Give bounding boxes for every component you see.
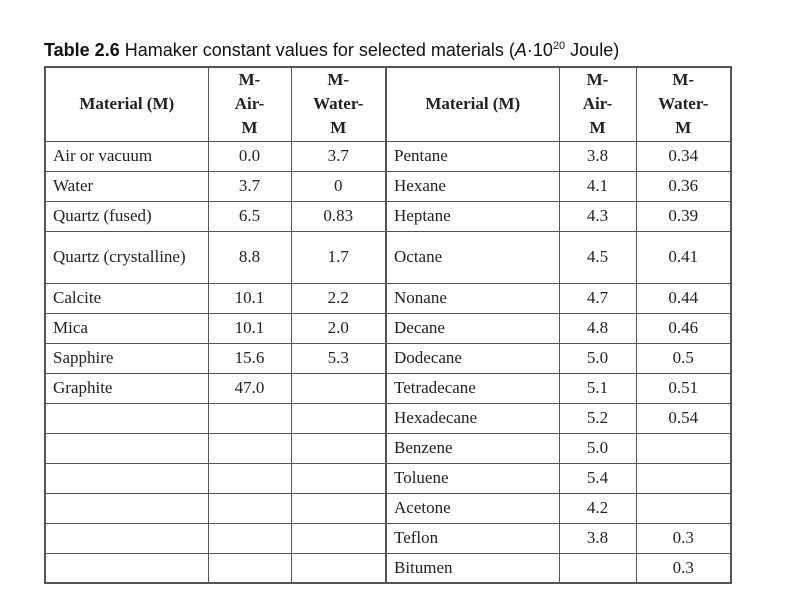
- table-row: [45, 373, 731, 403]
- value-air-right: [559, 553, 636, 583]
- value-air-right: 5.0: [559, 433, 636, 463]
- value-water-right: 0.41: [636, 231, 731, 283]
- table-row: [45, 463, 731, 493]
- value-air-left: 8.8: [208, 231, 291, 283]
- material-name-left: [45, 463, 208, 493]
- material-name-right: Hexane: [386, 171, 559, 201]
- value-air-left: 6.5: [208, 201, 291, 231]
- value-air-left: [208, 553, 291, 583]
- value-water-right: [636, 493, 731, 523]
- value-air-left: 15.6: [208, 343, 291, 373]
- material-name-right: Heptane: [386, 201, 559, 231]
- table-caption: [44, 40, 619, 61]
- value-water-left: [291, 553, 386, 583]
- value-water-right: 0.3: [636, 523, 731, 553]
- value-air-right: 3.8: [559, 141, 636, 171]
- value-water-left: [291, 523, 386, 553]
- material-name-left: [45, 403, 208, 433]
- value-water-left: 5.3: [291, 343, 386, 373]
- header-air-left: M- Air- M: [208, 67, 291, 141]
- value-water-right: 0.44: [636, 283, 731, 313]
- value-water-left: 1.7: [291, 231, 386, 283]
- material-name-left: [45, 493, 208, 523]
- value-air-left: 3.7: [208, 171, 291, 201]
- material-name-right: Pentane: [386, 141, 559, 171]
- material-name-right: Benzene: [386, 433, 559, 463]
- caption-unit-mid: ·10: [526, 40, 553, 60]
- table-row: [45, 403, 731, 433]
- value-air-left: [208, 463, 291, 493]
- material-name-right: Hexadecane: [386, 403, 559, 433]
- material-name-left: Sapphire: [45, 343, 208, 373]
- table-row: [45, 343, 731, 373]
- value-water-left: 0: [291, 171, 386, 201]
- value-water-left: 0.83: [291, 201, 386, 231]
- table-row: [45, 493, 731, 523]
- value-water-left: 2.0: [291, 313, 386, 343]
- value-water-right: 0.46: [636, 313, 731, 343]
- table-row: [45, 553, 731, 583]
- material-name-left: Calcite: [45, 283, 208, 313]
- value-water-right: 0.3: [636, 553, 731, 583]
- value-water-left: [291, 493, 386, 523]
- value-air-left: [208, 523, 291, 553]
- table-row: [45, 141, 731, 171]
- material-name-left: Quartz (crystalline): [45, 231, 208, 283]
- caption-unit-end: Joule): [565, 40, 620, 60]
- value-air-left: [208, 403, 291, 433]
- value-water-right: 0.34: [636, 141, 731, 171]
- table-row: [45, 231, 731, 283]
- value-air-right: 4.1: [559, 171, 636, 201]
- value-water-right: 0.54: [636, 403, 731, 433]
- value-air-right: 4.2: [559, 493, 636, 523]
- value-air-left: 0.0: [208, 141, 291, 171]
- value-water-left: [291, 433, 386, 463]
- table-row: [45, 523, 731, 553]
- hamaker-table: [44, 66, 732, 584]
- value-water-left: [291, 373, 386, 403]
- value-water-left: 2.2: [291, 283, 386, 313]
- header-air-right: M- Air- M: [559, 67, 636, 141]
- value-air-right: 5.0: [559, 343, 636, 373]
- material-name-right: Tetradecane: [386, 373, 559, 403]
- caption-unit-symbol: A: [514, 40, 527, 60]
- value-air-left: 47.0: [208, 373, 291, 403]
- table-number: Table 2.6: [44, 40, 120, 60]
- value-water-right: 0.5: [636, 343, 731, 373]
- material-name-right: Acetone: [386, 493, 559, 523]
- value-water-left: [291, 403, 386, 433]
- material-name-left: [45, 433, 208, 463]
- material-name-right: Octane: [386, 231, 559, 283]
- header-row: [45, 67, 731, 141]
- header-water-right: M- Water- M: [636, 67, 731, 141]
- value-water-right: [636, 463, 731, 493]
- value-water-right: 0.36: [636, 171, 731, 201]
- material-name-right: Bitumen: [386, 553, 559, 583]
- material-name-left: Air or vacuum: [45, 141, 208, 171]
- header-water-left: M- Water- M: [291, 67, 386, 141]
- value-air-right: 4.5: [559, 231, 636, 283]
- table-row: [45, 433, 731, 463]
- material-name-left: Quartz (fused): [45, 201, 208, 231]
- material-name-left: [45, 553, 208, 583]
- material-name-left: Mica: [45, 313, 208, 343]
- value-air-right: 5.2: [559, 403, 636, 433]
- table-row: [45, 171, 731, 201]
- value-water-right: 0.39: [636, 201, 731, 231]
- value-water-left: [291, 463, 386, 493]
- value-water-right: 0.51: [636, 373, 731, 403]
- material-name-left: Graphite: [45, 373, 208, 403]
- value-water-right: [636, 433, 731, 463]
- value-air-left: [208, 493, 291, 523]
- value-air-right: 4.3: [559, 201, 636, 231]
- value-air-right: 3.8: [559, 523, 636, 553]
- value-water-left: 3.7: [291, 141, 386, 171]
- table-row: [45, 313, 731, 343]
- material-name-right: Dodecane: [386, 343, 559, 373]
- material-name-right: Nonane: [386, 283, 559, 313]
- material-name-right: Decane: [386, 313, 559, 343]
- header-material-right: Material (M): [386, 67, 559, 141]
- value-air-right: 5.4: [559, 463, 636, 493]
- material-name-left: Water: [45, 171, 208, 201]
- value-air-left: 10.1: [208, 283, 291, 313]
- caption-text: Hamaker constant values for selected materials (: [124, 40, 515, 60]
- value-air-left: 10.1: [208, 313, 291, 343]
- material-name-left: [45, 523, 208, 553]
- table-row: [45, 201, 731, 231]
- caption-unit-exponent: 20: [552, 40, 566, 52]
- value-air-left: [208, 433, 291, 463]
- table-row: [45, 283, 731, 313]
- value-air-right: 4.7: [559, 283, 636, 313]
- value-air-right: 5.1: [559, 373, 636, 403]
- material-name-right: Toluene: [386, 463, 559, 493]
- header-material-left: Material (M): [45, 67, 208, 141]
- value-air-right: 4.8: [559, 313, 636, 343]
- material-name-right: Teflon: [386, 523, 559, 553]
